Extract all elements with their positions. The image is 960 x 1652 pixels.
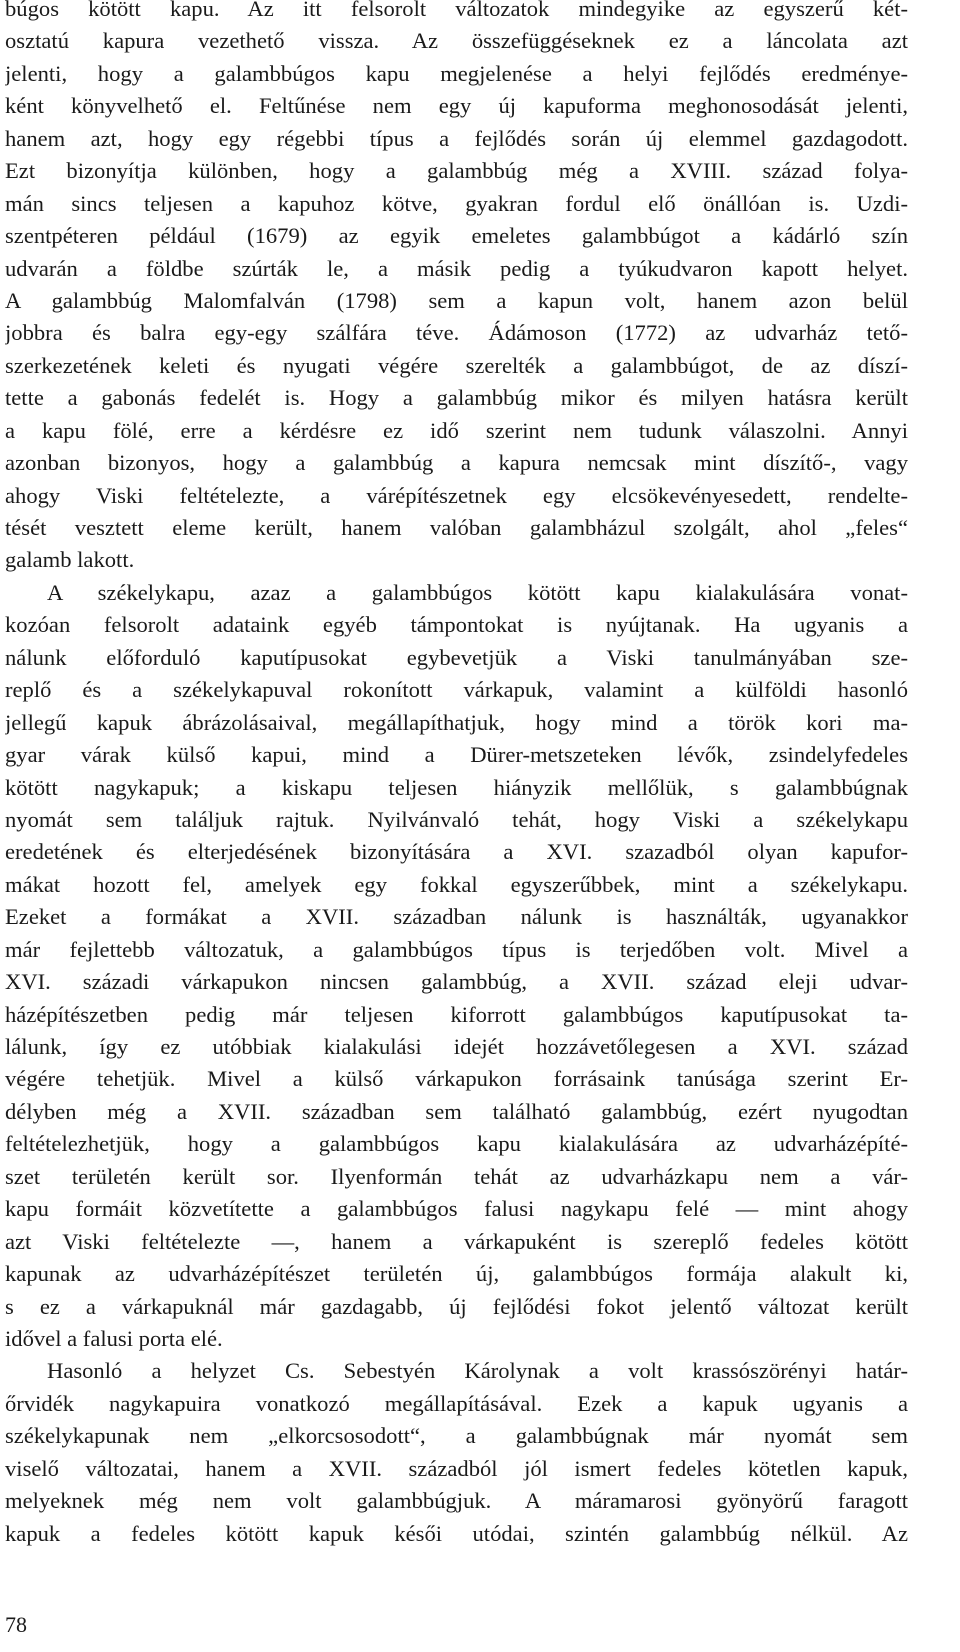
text-line: mákat hozott fel, amelyek egy fokkal egyszerűbbek, mint a székelykapu. xyxy=(5,871,908,897)
text-line: Hasonló a helyzet Cs. Sebestyén Károlynak a volt krassószörényi határ- xyxy=(47,1358,908,1384)
text-line: Ezt bizonyítja különben, hogy a galambbúg még a XVIII. század folya- xyxy=(5,158,908,184)
text-line: lálunk, így ez utóbbiak kialakulási idejét hozzávetőlegesen a XVI. század xyxy=(5,1034,908,1059)
text-line: nyomát sem találjuk rajtuk. Nyilvánvaló tehát, hogy Viski a székelykapu xyxy=(5,806,908,832)
text-line: őrvidék nagykapuira vonatkozó megállapításával. Ezek a kapuk ugyanis a xyxy=(5,1390,908,1416)
text-line: azt Viski feltételezte —, hanem a várkapuként is szereplő fedeles kötött xyxy=(5,1228,908,1254)
text-line: tését vesztett eleme került, hanem valóban galambházul szolgált, ahol „feles“ xyxy=(5,515,908,540)
text-line: idővel a falusi porta elé. xyxy=(5,1325,223,1351)
text-line: végére tehetjük. Mivel a külső várkapukon forrásaink tanúsága szerint Er- xyxy=(5,1066,908,1092)
text-line: s ez a várkapuknál már gazdagabb, új fejlődési fokot jelentő változat került xyxy=(5,1293,908,1319)
text-line: a kapu fölé, erre a kérdésre ez idő szerint nem tudunk válaszolni. Annyi xyxy=(5,417,908,443)
text-line: galamb lakott. xyxy=(5,547,135,573)
text-line: XVI. századi várkapukon nincsen galambbúg, a XVII. század eleji udvar- xyxy=(5,969,908,995)
text-line: kapunak az udvarházépítészet területén új, galambbúgos formája alakult ki, xyxy=(5,1261,908,1287)
text-line: udvarán a földbe szúrták le, a másik pedig a tyúkudvaron kapott helyet. xyxy=(5,255,908,281)
text-line: szentpéteren például (1679) az egyik emeletes galambbúgot a kádárló szín xyxy=(5,223,908,249)
text-line: már fejlettebb változatuk, a galambbúgos típus is terjedőben volt. Mivel a xyxy=(5,936,908,962)
text-line: melyeknek még nem volt galambbúgjuk. A máramarosi gyönyörű faragott xyxy=(5,1488,908,1514)
text-line: hanem azt, hogy egy régebbi típus a fejlődés során új elemmel gazdagodott. xyxy=(5,125,908,151)
text-line: osztatú kapura vezethető vissza. Az összefüggéseknek ez a láncolata azt xyxy=(5,28,908,54)
text-line: nálunk előforduló kaputípusokat egybevetjük a Viski tanulmányában sze- xyxy=(5,644,908,670)
text-line: házépítészetben pedig már teljesen kiforrott galambbúgos kaputípusokat ta- xyxy=(5,1001,908,1027)
document-page xyxy=(5,0,908,1652)
text-line: jobbra és balra egy-egy szálfára téve. Ádámoson (1772) az udvarház tető- xyxy=(5,320,908,346)
text-line: ként könyvelhető el. Feltűnése nem egy új kapuforma meghonosodását jelenti, xyxy=(5,93,908,119)
text-line: kötött nagykapuk; a kiskapu teljesen hiányzik mellőlük, s galambbúgnak xyxy=(5,774,908,800)
text-line: viselő változatai, hanem a XVII. századból jól ismert fedeles kötetlen kapuk, xyxy=(5,1455,908,1481)
text-line: eredetének és elterjedésének bizonyítására a XVI. szazadból olyan kapufor- xyxy=(5,839,908,865)
text-line: búgos kötött kapu. Az itt felsorolt változatok mindegyike az egyszerű két- xyxy=(5,0,908,21)
text-line: jelenti, hogy a galambbúgos kapu megjelenése a helyi fejlődés eredménye- xyxy=(5,60,908,86)
text-line: A galambbúg Malomfalván (1798) sem a kapun volt, hanem azon belül xyxy=(5,287,908,313)
text-line: Ezeket a formákat a XVII. században nálunk is használták, ugyanakkor xyxy=(5,904,908,930)
text-line: tette a gabonás fedelét is. Hogy a galambbúg mikor és milyen hatásra került xyxy=(5,385,908,411)
text-line: mán sincs teljesen a kapuhoz kötve, gyakran fordul elő önállóan is. Uzdi- xyxy=(5,190,908,216)
text-line: délyben még a XVII. században sem található galambbúg, ezért nyugodtan xyxy=(5,1098,908,1124)
text-line: azonban bizonyos, hogy a galambbúg a kapura nemcsak mint díszítő-, vagy xyxy=(5,450,908,476)
text-line: kozóan felsorolt adataink egyéb támpontokat is nyújtanak. Ha ugyanis a xyxy=(5,612,908,638)
text-line: replő és a székelykapuval rokonított várkapuk, valamint a külföldi hasonló xyxy=(5,677,908,703)
text-line: jellegű kapuk ábrázolásaival, megállapíthatjuk, hogy mind a török kori ma- xyxy=(5,709,908,735)
text-line: szet területén került sor. Ilyenformán tehát az udvarházkapu nem a vár- xyxy=(5,1163,908,1189)
page-number: 78 xyxy=(5,1612,27,1637)
body-text xyxy=(5,0,908,1550)
text-line: gyar várak külső kapui, mind a Dürer-metszeteken lévők, zsindelyfedeles xyxy=(5,742,908,768)
text-line: székelykapunak nem „elkorcsosodott“, a galambbúgnak már nyomát sem xyxy=(5,1423,908,1449)
text-line: kapu formáit közvetítette a galambbúgos falusi nagykapu felé — mint ahogy xyxy=(5,1196,908,1222)
text-line: ahogy Viski feltételezte, a várépítészetnek egy elcsökevényesedett, rendelte- xyxy=(5,482,908,508)
text-line: szerkezetének keleti és nyugati végére szerelték a galambbúgot, de az díszí- xyxy=(5,352,908,378)
text-line: feltételezhetjük, hogy a galambbúgos kapu kialakulására az udvarházépíté- xyxy=(5,1131,908,1157)
text-line: A székelykapu, azaz a galambbúgos kötött kapu kialakulására vonat- xyxy=(47,579,908,605)
text-line: kapuk a fedeles kötött kapuk késői utódai, szintén galambbúg nélkül. Az xyxy=(5,1520,908,1546)
